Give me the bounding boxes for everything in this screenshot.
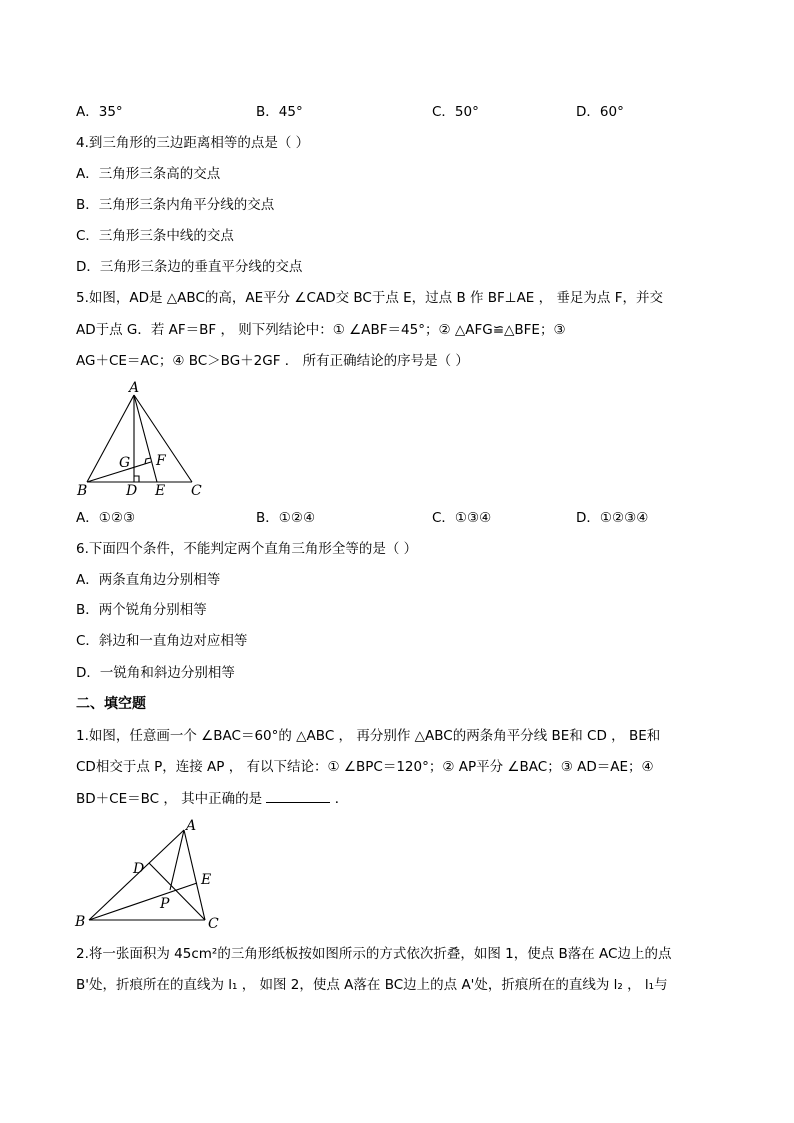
- fq1-answer-blank: [266, 788, 330, 803]
- q5-label-c: C: [191, 483, 202, 499]
- fq1-label-e: E: [201, 872, 212, 888]
- fq1-label-p: P: [160, 896, 170, 912]
- q6-option-b: B．两个锐角分别相等: [76, 602, 207, 618]
- fq1-bisector-be: [89, 883, 197, 920]
- q5-bisector-ae: [134, 395, 157, 482]
- q5-label-a: A: [129, 380, 140, 396]
- fq2-stem-line2: B'处，折痕所在的直线为 l₁ ， 如图 2，使点 A落在 BC边上的点 A'处，折痕所在的直线为 l₂ ， l₁与: [76, 977, 668, 993]
- q5-option-b: B．①②④: [256, 510, 316, 526]
- q5-label-d: D: [126, 483, 138, 499]
- q6-option-a: A．两条直角边分别相等: [76, 572, 221, 588]
- q6-option-d: D．一锐角和斜边分别相等: [76, 665, 235, 681]
- q3-option-c: C．50°: [432, 104, 479, 120]
- fq1-bisector-cd: [149, 863, 205, 920]
- q5-option-a: A．①②③: [76, 510, 136, 526]
- q5-option-c: C．①③④: [432, 510, 492, 526]
- q3-option-d: D．60°: [576, 104, 624, 120]
- q5-triangle-figure: [72, 378, 212, 500]
- q4-stem: 4.到三角形的三边距离相等的点是（ ）: [76, 135, 310, 151]
- q5-stem-line2: AD于点 G．若 AF＝BF ， 则下列结论中：① ∠ABF＝45°；② △AFG≌△BFE；③: [76, 322, 566, 338]
- q5-label-g: G: [119, 455, 131, 471]
- fq1-triangle-figure: [72, 816, 232, 934]
- fq2-stem-line1: 2.将一张面积为 45cm²的三角形纸板按如图所示的方式依次折叠，如图 1，使点 B落在 AC边上的点: [76, 946, 672, 962]
- q6-stem: 6.下面四个条件，不能判定两个直角三角形全等的是（ ）: [76, 541, 418, 557]
- q6-option-c: C．斜边和一直角边对应相等: [76, 633, 248, 649]
- q3-option-b: B．45°: [256, 104, 303, 120]
- q4-option-a: A．三角形三条高的交点: [76, 166, 221, 182]
- fq1-label-c: C: [208, 916, 219, 932]
- q5-label-b: B: [77, 483, 88, 499]
- q5-right-angle-d: [134, 476, 139, 482]
- q5-label-f: F: [156, 453, 166, 469]
- fq1-label-b: B: [75, 914, 86, 930]
- fq1-segment-ap: [170, 830, 184, 890]
- q3-option-a: A．35°: [76, 104, 123, 120]
- fq1-label-a: A: [186, 818, 197, 834]
- q5-stem-line1: 5.如图，AD是 △ABC的高，AE平分 ∠CAD交 BC于点 E，过点 B 作 BF⊥AE ， 垂足为点 F，并交: [76, 290, 663, 306]
- fq1-line3-end: ．: [334, 791, 349, 807]
- section-title-fill-in: 二、填空题: [76, 696, 146, 712]
- fq1-line3-text: BD＋CE＝BC ， 其中正确的是: [76, 791, 263, 807]
- q4-option-c: C．三角形三条中线的交点: [76, 228, 234, 244]
- fq1-stem-line1: 1.如图，任意画一个 ∠BAC＝60°的 △ABC ， 再分别作 △ABC的两条角平分线 BE和 CD ， BE和: [76, 728, 661, 744]
- q5-label-e: E: [155, 483, 166, 499]
- q4-option-b: B．三角形三条内角平分线的交点: [76, 197, 275, 213]
- q5-option-d: D．①②③④: [576, 510, 649, 526]
- fq1-stem-line3: [76, 788, 348, 809]
- q4-option-d: D．三角形三条边的垂直平分线的交点: [76, 259, 303, 275]
- fq1-stem-line2: CD相交于点 P，连接 AP ， 有以下结论：① ∠BPC＝120°；② AP平分 ∠BAC；③ AD＝AE；④: [76, 759, 654, 775]
- fq1-label-d: D: [133, 861, 145, 877]
- q5-stem-line3: AG＋CE＝AC；④ BC＞BG＋2GF ． 所有正确结论的序号是（ ）: [76, 353, 469, 369]
